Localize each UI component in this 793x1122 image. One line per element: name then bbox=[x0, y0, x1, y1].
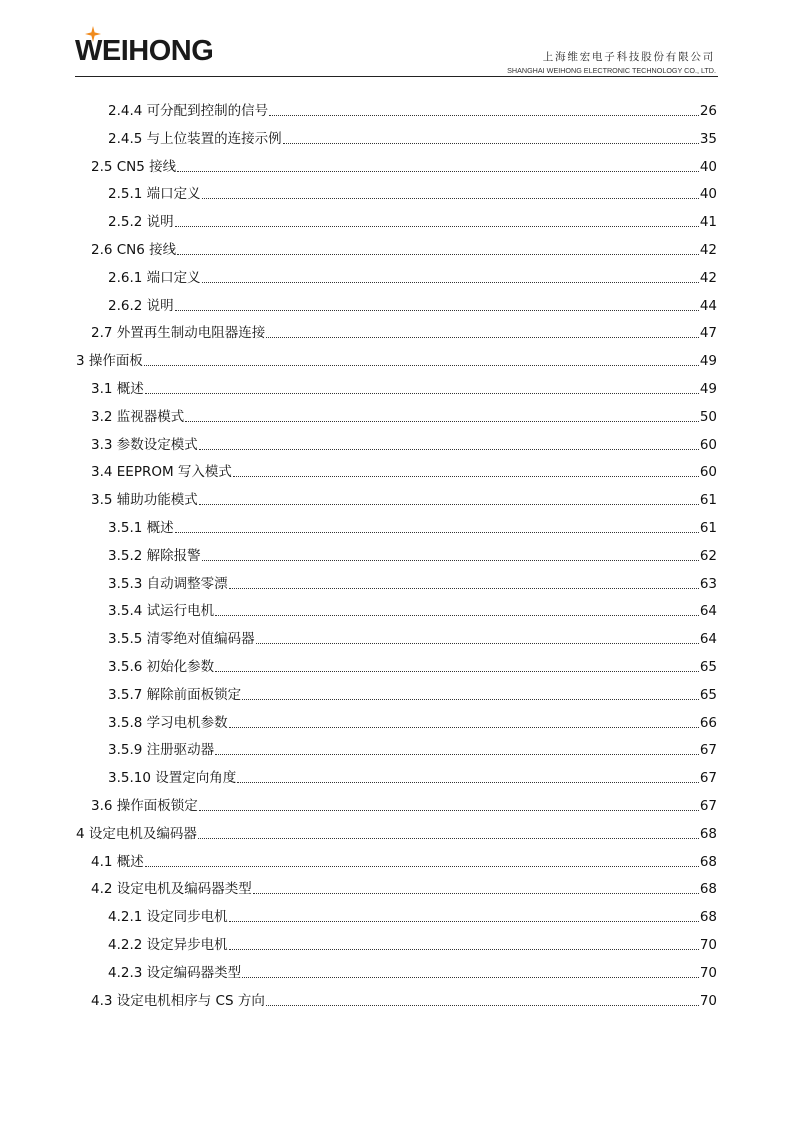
toc-entry-page-number: 44 bbox=[699, 297, 717, 314]
toc-entry[interactable] bbox=[91, 849, 717, 871]
toc-entry-page-number: 40 bbox=[699, 158, 717, 175]
toc-entry-page-number: 70 bbox=[699, 964, 717, 981]
toc-entry-title: 3.5.8 学习电机参数 bbox=[108, 714, 228, 731]
toc-entry-page-number: 67 bbox=[699, 798, 717, 814]
toc-entry[interactable] bbox=[108, 626, 717, 648]
toc-entry-title: 3.5.5 清零绝对值编码器 bbox=[108, 631, 255, 648]
toc-dot-leader bbox=[177, 171, 699, 172]
toc-entry-page-number: 49 bbox=[699, 353, 717, 370]
toc-entry-page-number: 50 bbox=[699, 408, 717, 425]
toc-entry-page-number: 70 bbox=[699, 992, 717, 1009]
company-name-cn: 上海维宏电子科技股份有限公司 bbox=[542, 51, 715, 63]
toc-entry[interactable] bbox=[108, 737, 717, 759]
toc-dot-leader bbox=[145, 866, 699, 867]
toc-entry[interactable] bbox=[91, 988, 717, 1010]
page-header bbox=[0, 0, 793, 80]
toc-entry-title: 4.3 设定电机相序与 CS 方向 bbox=[91, 992, 265, 1009]
toc-dot-leader bbox=[242, 699, 699, 700]
toc-entry-title: 2.5.2 说明 bbox=[108, 214, 174, 231]
toc-entry-page-number: 63 bbox=[699, 575, 717, 592]
toc-entry-page-number: 61 bbox=[699, 520, 717, 536]
toc-entry[interactable] bbox=[108, 710, 717, 732]
toc-entry-title: 3.5 辅助功能模式 bbox=[91, 492, 198, 509]
toc-entry-title: 3.5.3 自动调整零漂 bbox=[108, 575, 228, 592]
toc-entry-page-number: 68 bbox=[699, 825, 717, 842]
toc-entry-title: 2.6 CN6 接线 bbox=[91, 242, 177, 258]
logo-text: WEIHONG bbox=[75, 35, 214, 67]
toc-entry-page-number: 41 bbox=[699, 214, 717, 231]
toc-entry-title: 3.2 监视器模式 bbox=[91, 408, 185, 425]
toc-entry[interactable] bbox=[91, 376, 717, 398]
toc-dot-leader bbox=[199, 504, 699, 505]
toc-entry-page-number: 65 bbox=[699, 686, 717, 703]
toc-dot-leader bbox=[242, 977, 699, 978]
toc-entry[interactable] bbox=[108, 904, 717, 926]
toc-entry[interactable] bbox=[108, 932, 717, 954]
toc-entry-title: 3.5.7 解除前面板锁定 bbox=[108, 686, 242, 703]
toc-dot-leader bbox=[175, 226, 699, 227]
toc-entry-page-number: 35 bbox=[699, 130, 717, 147]
toc-entry-title: 4.2 设定电机及编码器类型 bbox=[91, 881, 252, 898]
toc-dot-leader bbox=[229, 588, 699, 589]
toc-dot-leader bbox=[233, 476, 699, 477]
toc-entry-page-number: 66 bbox=[699, 714, 717, 731]
toc-dot-leader bbox=[202, 198, 699, 199]
toc-dot-leader bbox=[229, 949, 699, 950]
toc-dot-leader bbox=[229, 921, 699, 922]
toc-entry[interactable] bbox=[91, 793, 717, 815]
toc-dot-leader bbox=[145, 393, 699, 394]
toc-entry-page-number: 42 bbox=[699, 242, 717, 258]
toc-entry[interactable] bbox=[76, 821, 717, 843]
toc-entry-page-number: 64 bbox=[699, 631, 717, 648]
toc-entry-title: 3.5.6 初始化参数 bbox=[108, 659, 215, 675]
toc-entry-page-number: 68 bbox=[699, 853, 717, 870]
toc-dot-leader bbox=[229, 727, 699, 728]
toc-entry-page-number: 65 bbox=[699, 659, 717, 675]
toc-entry-title: 2.5 CN5 接线 bbox=[91, 158, 177, 175]
toc-dot-leader bbox=[283, 143, 699, 144]
toc-entry[interactable] bbox=[91, 876, 717, 898]
toc-dot-leader bbox=[215, 671, 699, 672]
toc-entry[interactable] bbox=[108, 960, 717, 982]
toc-dot-leader bbox=[253, 893, 699, 894]
toc-entry[interactable] bbox=[91, 237, 717, 259]
toc-entry[interactable] bbox=[108, 181, 717, 203]
toc-entry-title: 2.6.1 端口定义 bbox=[108, 269, 201, 286]
toc-dot-leader bbox=[199, 810, 699, 811]
toc-entry[interactable] bbox=[108, 293, 717, 315]
toc-entry[interactable] bbox=[108, 682, 717, 704]
toc-entry-title: 4 设定电机及编码器 bbox=[76, 825, 197, 842]
toc-dot-leader bbox=[269, 115, 699, 116]
toc-dot-leader bbox=[198, 838, 699, 839]
toc-entry[interactable] bbox=[91, 432, 717, 454]
toc-entry-title: 3.5.2 解除报警 bbox=[108, 547, 201, 564]
toc-entry[interactable] bbox=[108, 765, 717, 787]
toc-dot-leader bbox=[237, 782, 699, 783]
toc-entry-title: 4.2.1 设定同步电机 bbox=[108, 909, 228, 926]
toc-entry-title: 2.4.5 与上位装置的连接示例 bbox=[108, 130, 282, 147]
toc-entry-title: 4.2.3 设定编码器类型 bbox=[108, 964, 242, 981]
toc-entry-page-number: 26 bbox=[699, 103, 717, 119]
toc-entry-title: 3 操作面板 bbox=[76, 353, 143, 370]
toc-entry-page-number: 64 bbox=[699, 603, 717, 620]
toc-entry-page-number: 47 bbox=[699, 325, 717, 342]
toc-entry-page-number: 62 bbox=[699, 547, 717, 564]
toc-dot-leader bbox=[202, 560, 699, 561]
toc-entry[interactable] bbox=[108, 98, 717, 120]
toc-dot-leader bbox=[175, 532, 699, 533]
toc-entry-page-number: 61 bbox=[699, 492, 717, 509]
toc-entry[interactable] bbox=[91, 459, 717, 481]
toc-dot-leader bbox=[185, 421, 699, 422]
toc-dot-leader bbox=[177, 254, 699, 255]
toc-entry[interactable] bbox=[108, 543, 717, 565]
toc-dot-leader bbox=[144, 365, 699, 366]
toc-entry-title: 3.5.1 概述 bbox=[108, 520, 174, 536]
toc-entry-title: 3.4 EEPROM 写入模式 bbox=[91, 464, 232, 481]
toc-entry[interactable] bbox=[91, 487, 717, 509]
toc-entry[interactable] bbox=[108, 598, 717, 620]
toc-dot-leader bbox=[199, 449, 699, 450]
toc-entry-page-number: 67 bbox=[699, 770, 717, 787]
toc-entry-title: 4.2.2 设定异步电机 bbox=[108, 937, 228, 953]
toc-dot-leader bbox=[215, 615, 699, 616]
toc-entry[interactable] bbox=[91, 404, 717, 426]
toc-entry[interactable] bbox=[108, 126, 717, 148]
toc-entry[interactable] bbox=[108, 209, 717, 231]
toc-entry[interactable] bbox=[108, 571, 717, 593]
toc-entry-page-number: 40 bbox=[699, 186, 717, 203]
toc-entry-title: 3.1 概述 bbox=[91, 381, 144, 397]
toc-dot-leader bbox=[215, 754, 699, 755]
toc-entry-page-number: 42 bbox=[699, 269, 717, 286]
toc-entry[interactable] bbox=[108, 265, 717, 287]
toc-entry-page-number: 67 bbox=[699, 742, 717, 759]
company-name-en: SHANGHAI WEIHONG ELECTRONIC TECHNOLOGY CO., LTD. bbox=[507, 66, 716, 75]
toc-entry-title: 2.6.2 说明 bbox=[108, 297, 174, 314]
toc-entry[interactable] bbox=[108, 515, 717, 537]
toc-dot-leader bbox=[202, 282, 699, 283]
toc-entry[interactable] bbox=[91, 154, 717, 176]
toc-entry-page-number: 49 bbox=[699, 381, 717, 397]
toc-entry[interactable] bbox=[108, 654, 717, 676]
toc-entry[interactable] bbox=[76, 348, 717, 370]
toc-entry-title: 3.5.4 试运行电机 bbox=[108, 603, 215, 620]
toc-entry-title: 2.5.1 端口定义 bbox=[108, 186, 201, 203]
toc-entry-title: 3.3 参数设定模式 bbox=[91, 436, 198, 453]
toc-entry-page-number: 68 bbox=[699, 881, 717, 898]
toc-entry-title: 2.4.4 可分配到控制的信号 bbox=[108, 103, 269, 119]
toc-dot-leader bbox=[175, 310, 699, 311]
toc-dot-leader bbox=[256, 643, 699, 644]
header-divider bbox=[75, 76, 718, 77]
toc-entry-title: 3.5.10 设置定向角度 bbox=[108, 770, 237, 787]
toc-entry-page-number: 70 bbox=[699, 937, 717, 953]
toc-entry-title: 3.6 操作面板锁定 bbox=[91, 798, 198, 814]
toc-dot-leader bbox=[266, 337, 699, 338]
toc-entry-title: 2.7 外置再生制动电阻器连接 bbox=[91, 325, 266, 342]
toc-entry-page-number: 60 bbox=[699, 436, 717, 453]
toc-entry[interactable] bbox=[91, 320, 717, 342]
toc-entry-page-number: 68 bbox=[699, 909, 717, 926]
toc-dot-leader bbox=[266, 1005, 699, 1006]
toc-entry-title: 4.1 概述 bbox=[91, 853, 144, 870]
toc-entry-page-number: 60 bbox=[699, 464, 717, 481]
toc-entry-title: 3.5.9 注册驱动器 bbox=[108, 742, 215, 759]
